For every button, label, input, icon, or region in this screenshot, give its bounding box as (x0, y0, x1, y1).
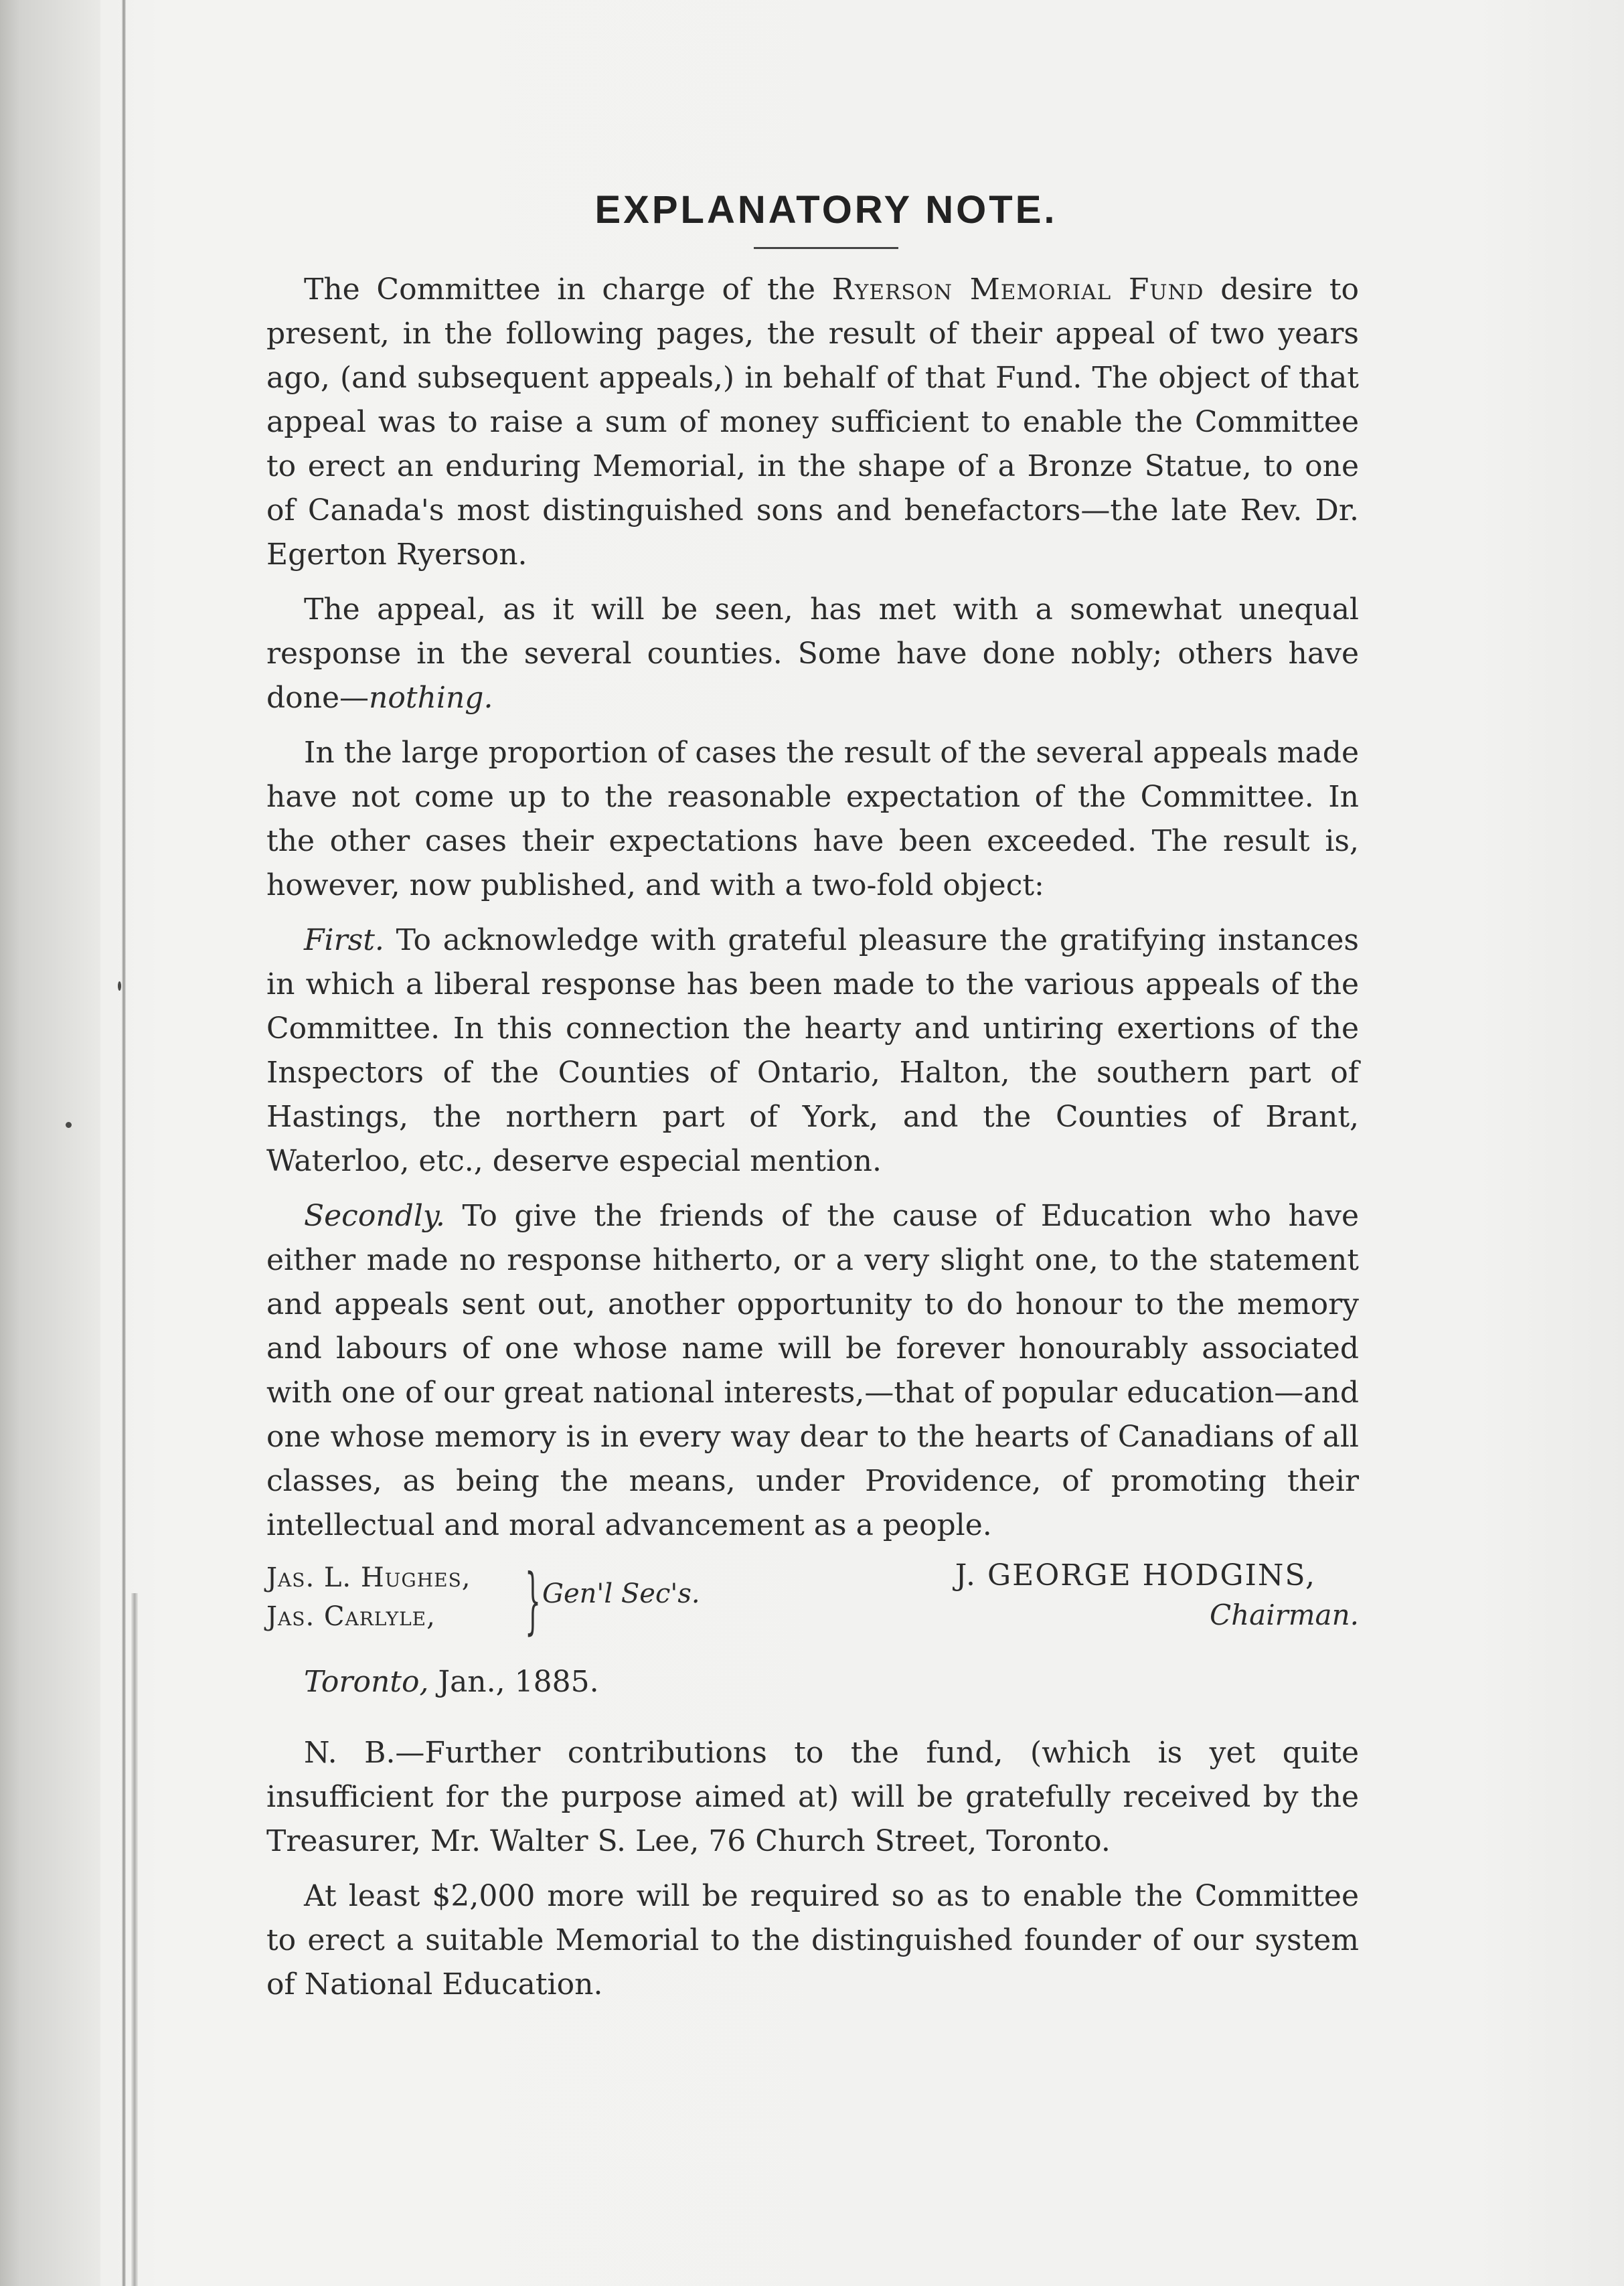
first-body: To acknowledge with grateful pleasure the gratifying instances in which a liberal response has been made to the various appeals of the Committee. In this connection the hearty and untiring exertions of the Inspectors of the Counties of Ontario, Halton, the southern part of Hastings, the northern part of York, and the Counties of Brant, Waterloo, etc., deserve especial mention. (266, 923, 1359, 1178)
paragraph-final: At least $2,000 more will be required so as to enable the Committee to erect a suitable Memorial to the distinguished founder of our system of National Education. (266, 1879, 1359, 2002)
signature-block (266, 1558, 1359, 1657)
paragraph-first (266, 918, 1359, 1183)
page-content (266, 187, 1359, 2018)
secretary-carlyle: Jas. Carlyle, (266, 1601, 436, 1632)
binding-edge-line-lower (131, 1593, 138, 2286)
scan-speck (118, 981, 121, 991)
chairman-title: Chairman. (1209, 1599, 1359, 1631)
paragraph-nb: N. B.—Further contributions to the fund, (which is yet quite insufficient for the purpose aimed at) will be gratefully received by the Treasurer, Mr. Walter S. Lee, 76 Church Street, Toronto. (266, 1736, 1359, 1858)
response-emphasis: nothing. (369, 681, 493, 715)
date: Jan., 1885. (428, 1665, 599, 1699)
binding-shadow (0, 0, 100, 2286)
title-rule (754, 247, 898, 249)
secretaries-names (266, 1558, 471, 1636)
first-lead: First. (304, 923, 384, 957)
place: Toronto, (304, 1665, 429, 1699)
paragraph-intro (266, 268, 1359, 577)
fund-name: Ryerson Memorial Fund (831, 272, 1204, 307)
chairman-name: J. GEORGE HODGINS, (955, 1558, 1316, 1593)
secondly-body: To give the friends of the cause of Education who have either made no response hitherto, or a very slight one, to the statement and appeals sent out, another opportunity to do honour to the memory and labours of one whose name will be forever honourably associated with one of our great national interests,—that of popular education—and one whose memory is in every way dear to the hearts of Canadians of all classes, as being the means, under Providence, of promoting their intellectual and moral advancement as a people. (266, 1199, 1359, 1542)
scan-speck (66, 1122, 72, 1128)
intro-text-start: The Committee in charge of the (304, 272, 832, 307)
response-text: The appeal, as it will be seen, has met with a somewhat unequal response in the several counties. Some have done nobly; others have done— (266, 592, 1359, 715)
secondly-lead: Secondly. (304, 1199, 445, 1233)
binding-edge-line (122, 0, 126, 2286)
intro-text-end: desire to present, in the following pages, the result of their appeal of two years ago, (and subsequent appeals,) in behalf of that Fund. The object of that appeal was to raise a sum of money sufficient to enable the Committee to erect an enduring Memorial, in the shape of a Bronze Statue, to one of Canada's most distinguished sons and benefactors—the late Rev. Dr. Egerton Ryerson. (266, 272, 1359, 572)
paragraph-response (266, 588, 1359, 720)
secretary-hughes: Jas. L. Hughes, (266, 1562, 471, 1593)
place-date (304, 1660, 1359, 1704)
secretaries-label: Gen'l Sec's. (542, 1578, 700, 1609)
paragraph-secondly (266, 1194, 1359, 1548)
brace-glyph: } (525, 1559, 542, 1643)
page-title: EXPLANATORY NOTE. (594, 188, 1058, 232)
paragraph-results: In the large proportion of cases the result of the several appeals made have not come up to the reasonable expectation of the Committee. In the other cases their expectations have been exceeded. The result is, however, now published, and with a two-fold object: (266, 736, 1359, 902)
